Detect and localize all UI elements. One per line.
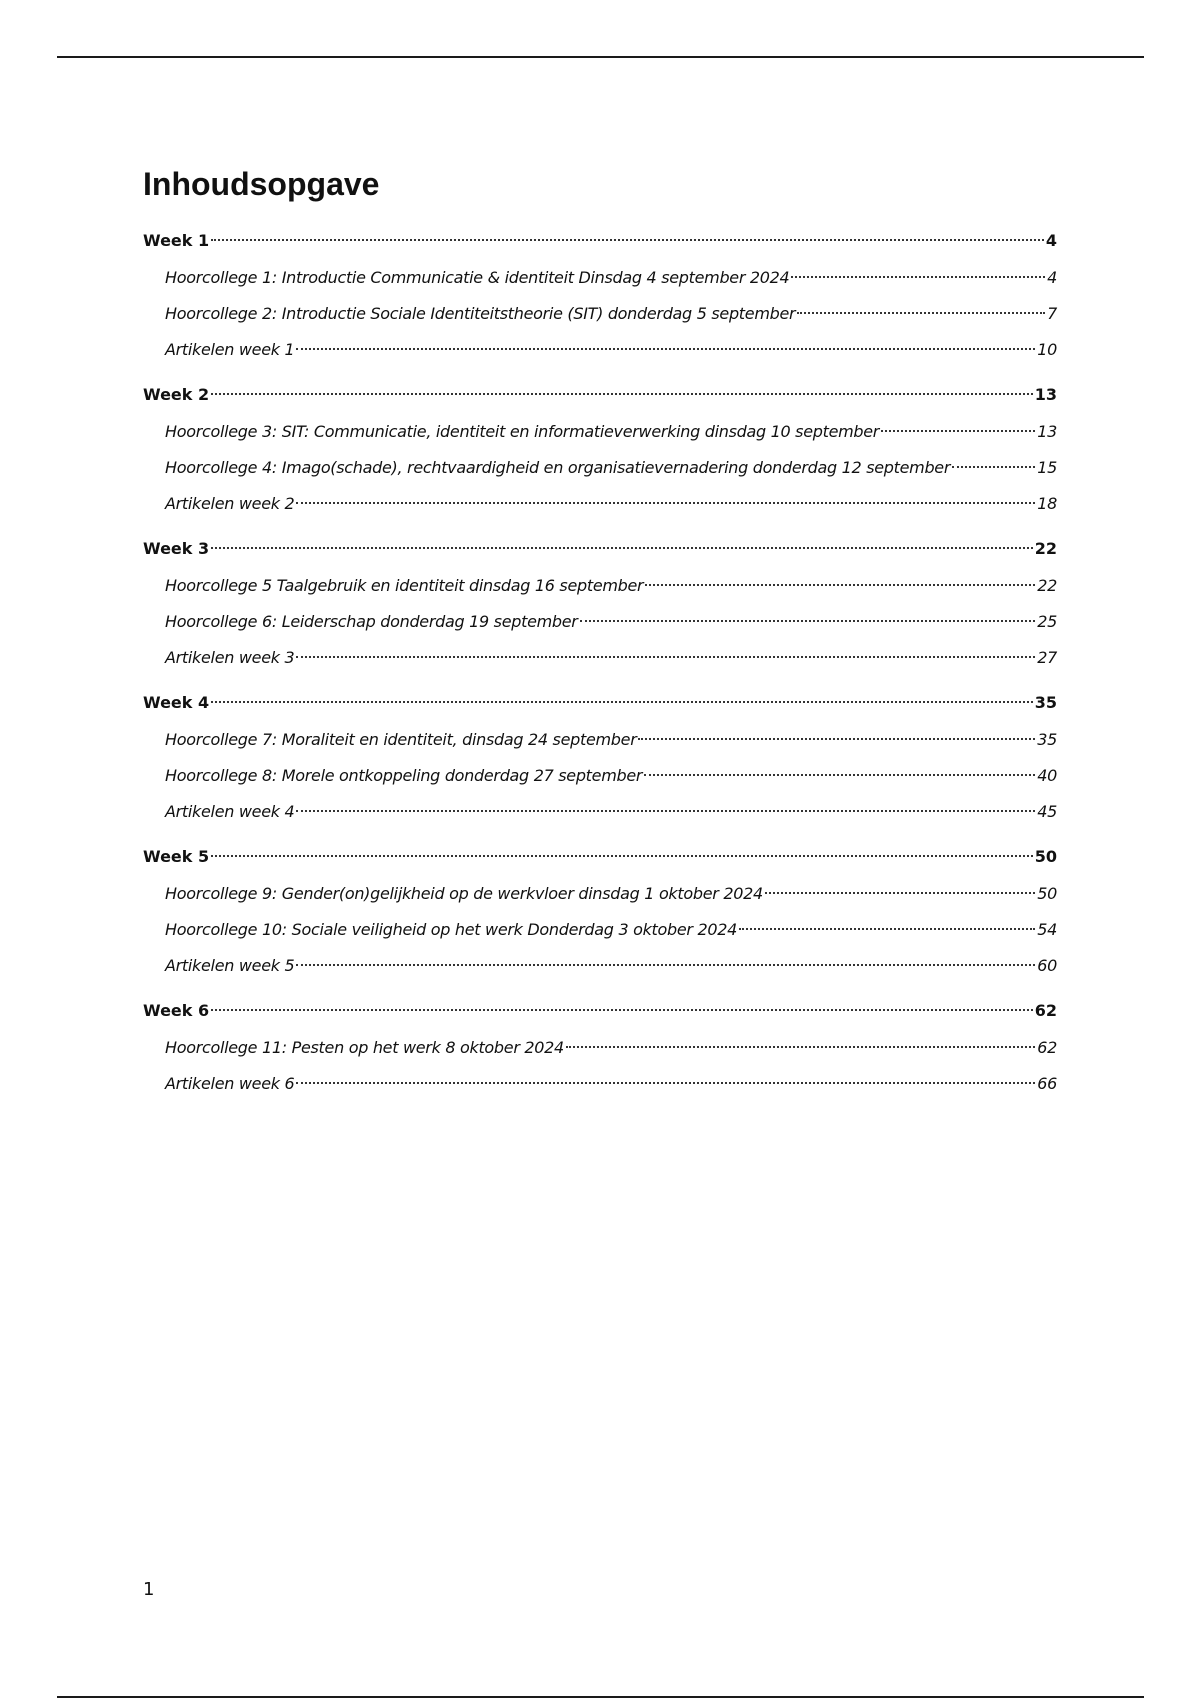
- toc-entry-label: Hoorcollege 10: Sociale veiligheid op het werk Donderdag 3 oktober 2024: [165, 920, 738, 939]
- toc-entry-page: 62: [1034, 1001, 1057, 1020]
- toc-entry-week-6[interactable]: [143, 996, 1057, 1026]
- toc-entry-label: Artikelen week 3: [165, 648, 295, 667]
- toc-entry-page: 4: [1047, 268, 1057, 287]
- toc-section-week-5: [143, 842, 1057, 984]
- dot-leader: [765, 892, 1035, 894]
- dot-leader: [211, 701, 1033, 703]
- toc-entry-artikelen-week-1[interactable]: [143, 332, 1057, 368]
- dot-leader: [211, 239, 1044, 241]
- toc-entry-label: Week 5: [143, 847, 210, 866]
- toc-entry-label: Hoorcollege 11: Pesten op het werk 8 oktober 2024: [165, 1038, 564, 1057]
- toc-entry-label: Week 1: [143, 231, 210, 250]
- table-of-contents: [143, 226, 1057, 1114]
- dot-leader: [638, 738, 1035, 740]
- toc-entry-week-5[interactable]: [143, 842, 1057, 872]
- toc-entry-page: 4: [1045, 231, 1057, 250]
- toc-entry-label: Week 4: [143, 693, 210, 712]
- toc-entry-label: Artikelen week 1: [165, 340, 295, 359]
- dot-leader: [211, 393, 1033, 395]
- toc-entry-hoorcollege-9[interactable]: [143, 876, 1057, 912]
- toc-entry-label: Hoorcollege 9: Gender(on)gelijkheid op de werkvloer dinsdag 1 oktober 2024: [165, 884, 763, 903]
- toc-entry-label: Week 2: [143, 385, 210, 404]
- dot-leader: [797, 312, 1045, 314]
- toc-entry-page: 50: [1034, 847, 1057, 866]
- toc-entry-label: Hoorcollege 1: Introductie Communicatie & identiteit Dinsdag 4 september 2024: [165, 268, 790, 287]
- toc-entry-page: 22: [1034, 539, 1057, 558]
- toc-section-week-2: [143, 380, 1057, 522]
- toc-entry-page: 13: [1037, 422, 1057, 441]
- dot-leader: [296, 1082, 1035, 1084]
- toc-entry-page: 7: [1047, 304, 1057, 323]
- toc-entry-hoorcollege-11[interactable]: [143, 1030, 1057, 1066]
- dot-leader: [566, 1046, 1035, 1048]
- toc-entry-label: Artikelen week 5: [165, 956, 295, 975]
- toc-entry-page: 18: [1037, 494, 1057, 513]
- dot-leader: [645, 584, 1035, 586]
- toc-entry-hoorcollege-8[interactable]: [143, 758, 1057, 794]
- dot-leader: [211, 855, 1033, 857]
- toc-entry-week-1[interactable]: [143, 226, 1057, 256]
- toc-entry-page: 22: [1037, 576, 1057, 595]
- toc-entry-label: Artikelen week 2: [165, 494, 295, 513]
- toc-entry-label: Hoorcollege 4: Imago(schade), rechtvaardigheid en organisatievernadering donderdag 12 september: [165, 458, 951, 477]
- toc-entry-hoorcollege-1[interactable]: [143, 260, 1057, 296]
- toc-entry-page: 45: [1037, 802, 1057, 821]
- toc-entry-label: Artikelen week 4: [165, 802, 295, 821]
- toc-entry-label: Hoorcollege 7: Moraliteit en identiteit, dinsdag 24 september: [165, 730, 637, 749]
- toc-entry-page: 35: [1034, 693, 1057, 712]
- toc-entry-hoorcollege-5[interactable]: [143, 568, 1057, 604]
- toc-entry-page: 40: [1037, 766, 1057, 785]
- toc-entry-label: Week 6: [143, 1001, 210, 1020]
- dot-leader: [296, 502, 1035, 504]
- toc-entry-hoorcollege-2[interactable]: [143, 296, 1057, 332]
- toc-entry-page: 10: [1037, 340, 1057, 359]
- toc-entry-page: 50: [1037, 884, 1057, 903]
- footer-rule: [57, 1696, 1144, 1698]
- toc-entry-label: Week 3: [143, 539, 210, 558]
- toc-entry-artikelen-week-3[interactable]: [143, 640, 1057, 676]
- toc-section-week-4: [143, 688, 1057, 830]
- page-title: Inhoudsopgave: [143, 166, 380, 202]
- toc-entry-label: Artikelen week 6: [165, 1074, 295, 1093]
- toc-entry-page: 35: [1037, 730, 1057, 749]
- dot-leader: [881, 430, 1035, 432]
- toc-entry-week-3[interactable]: [143, 534, 1057, 564]
- dot-leader: [211, 1009, 1033, 1011]
- toc-entry-label: Hoorcollege 6: Leiderschap donderdag 19 september: [165, 612, 578, 631]
- toc-entry-hoorcollege-3[interactable]: [143, 414, 1057, 450]
- dot-leader: [739, 928, 1035, 930]
- toc-entry-page: 60: [1037, 956, 1057, 975]
- dot-leader: [296, 656, 1035, 658]
- dot-leader: [791, 276, 1045, 278]
- toc-entry-artikelen-week-6[interactable]: [143, 1066, 1057, 1102]
- toc-entry-label: Hoorcollege 8: Morele ontkoppeling donderdag 27 september: [165, 766, 643, 785]
- toc-entry-label: Hoorcollege 5 Taalgebruik en identiteit dinsdag 16 september: [165, 576, 644, 595]
- toc-entry-week-2[interactable]: [143, 380, 1057, 410]
- dot-leader: [296, 964, 1035, 966]
- dot-leader: [644, 774, 1035, 776]
- toc-entry-page: 66: [1037, 1074, 1057, 1093]
- toc-entry-artikelen-week-2[interactable]: [143, 486, 1057, 522]
- toc-entry-page: 13: [1034, 385, 1057, 404]
- toc-entry-week-4[interactable]: [143, 688, 1057, 718]
- dot-leader: [952, 466, 1035, 468]
- toc-entry-page: 15: [1037, 458, 1057, 477]
- toc-entry-page: 25: [1037, 612, 1057, 631]
- toc-entry-artikelen-week-4[interactable]: [143, 794, 1057, 830]
- dot-leader: [211, 547, 1033, 549]
- toc-entry-label: Hoorcollege 2: Introductie Sociale Identiteitstheorie (SIT) donderdag 5 september: [165, 304, 796, 323]
- toc-entry-artikelen-week-5[interactable]: [143, 948, 1057, 984]
- toc-entry-page: 54: [1037, 920, 1057, 939]
- toc-section-week-1: [143, 226, 1057, 368]
- dot-leader: [580, 620, 1036, 622]
- dot-leader: [296, 348, 1035, 350]
- toc-entry-hoorcollege-7[interactable]: [143, 722, 1057, 758]
- toc-entry-label: Hoorcollege 3: SIT: Communicatie, identiteit en informatieverwerking dinsdag 10 september: [165, 422, 880, 441]
- dot-leader: [296, 810, 1035, 812]
- page-number: 1: [143, 1579, 155, 1600]
- toc-section-week-6: [143, 996, 1057, 1102]
- toc-entry-hoorcollege-4[interactable]: [143, 450, 1057, 486]
- toc-entry-page: 27: [1037, 648, 1057, 667]
- header-rule: [57, 56, 1144, 58]
- toc-entry-hoorcollege-6[interactable]: [143, 604, 1057, 640]
- toc-entry-hoorcollege-10[interactable]: [143, 912, 1057, 948]
- toc-section-week-3: [143, 534, 1057, 676]
- toc-entry-page: 62: [1037, 1038, 1057, 1057]
